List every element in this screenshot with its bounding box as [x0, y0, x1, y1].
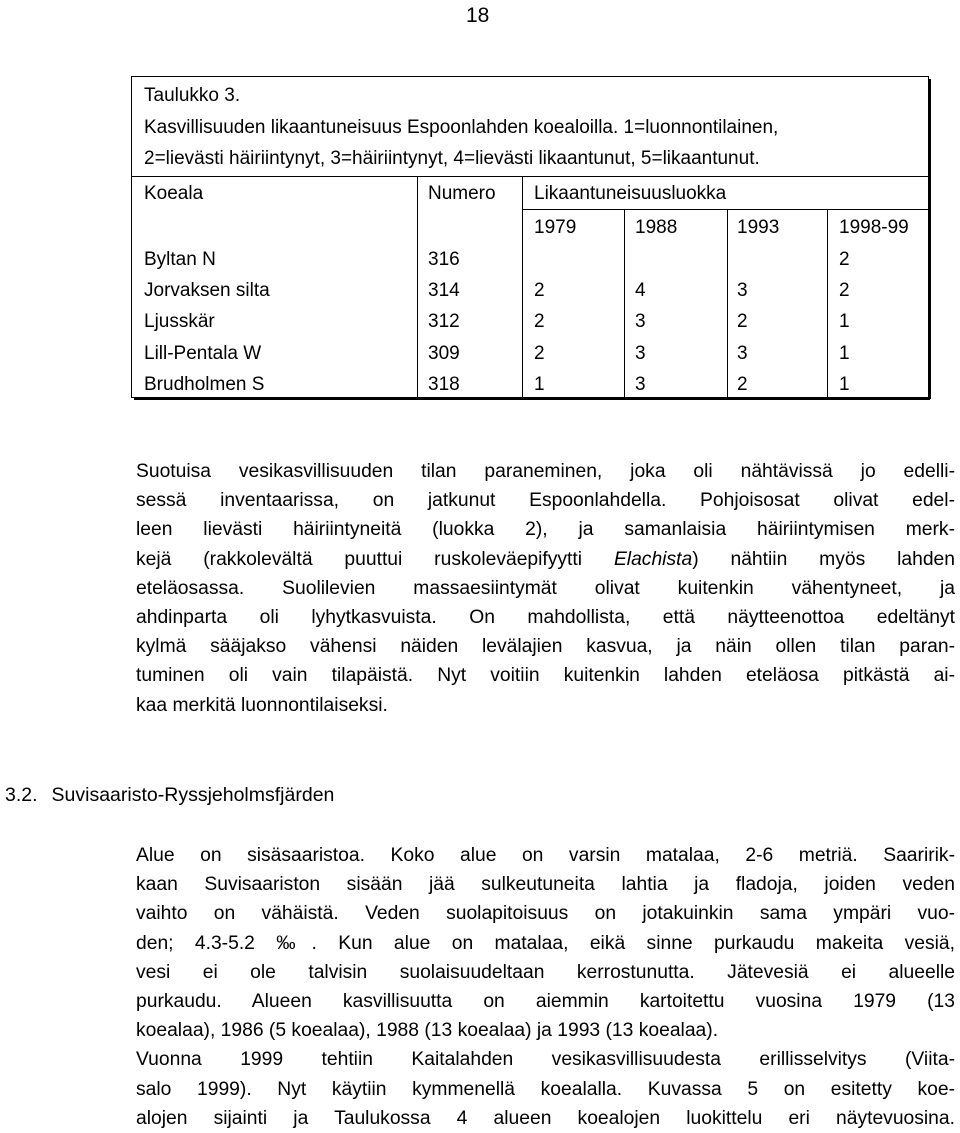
row-number: 309 — [428, 343, 460, 364]
table-shadow-bottom — [134, 398, 930, 400]
text-line: tuminen oli vain tilapäistä. Nyt voitiin kuitenkin lahden eteläosa pitkästä ai- — [136, 665, 955, 687]
table-caption-title: Taulukko 3. — [144, 85, 241, 106]
row-value: 2 — [737, 311, 748, 332]
table-header-rule — [132, 176, 928, 177]
table-column-divider — [624, 209, 625, 397]
row-value: 3 — [737, 280, 748, 301]
row-value: 1 — [839, 374, 850, 395]
text-line: alojen sijainti ja Taulukossa 4 alueen koealojen luokittelu eri näytevuosina. — [136, 1107, 955, 1129]
row-value: 3 — [635, 374, 646, 395]
row-value: 3 — [635, 343, 646, 364]
header-year: 1993 — [737, 217, 780, 238]
pollution-class-table — [131, 76, 929, 398]
row-site: Brudholmen S — [144, 374, 265, 395]
page-number: 18 — [466, 4, 490, 27]
paragraph-suvisaaristo — [136, 841, 955, 1133]
table-shadow-right — [929, 79, 931, 399]
table-subheader-rule — [522, 209, 928, 210]
header-year: 1988 — [635, 217, 678, 238]
text-line: leen lievästi häiriintyneitä (luokka 2), ja samanlaisia häiriintymisen merk- — [136, 519, 955, 541]
text-line: kylmä sääjakso vähensi näiden levälajien kasvua, ja näin ollen tilan paran- — [136, 636, 955, 658]
text-segment: ) nähtiin myös lahden — [692, 548, 955, 570]
row-site: Jorvaksen silta — [144, 280, 270, 301]
text-line: kaan Suvisaariston sisään jää sulkeutuneita lahtia ja fladoja, joiden veden — [136, 874, 955, 896]
row-number: 312 — [428, 311, 460, 332]
table-caption-line: Kasvillisuuden likaantuneisuus Espoonlahden koealoilla. 1=luonnontilainen, — [144, 117, 779, 138]
table-column-divider — [727, 209, 728, 397]
row-number: 314 — [428, 280, 460, 301]
row-number: 316 — [428, 249, 460, 270]
text-line: koealaa), 1986 (5 koealaa), 1988 (13 koealaa) ja 1993 (13 koealaa). — [136, 1020, 719, 1042]
row-value: 2 — [534, 343, 545, 364]
text-line: purkaudu. Alueen kasvillisuutta on aiemmin kartoitettu vuosina 1979 (13 — [136, 991, 955, 1013]
row-value: 1 — [839, 343, 850, 364]
row-value: 4 — [635, 280, 646, 301]
row-value: 1 — [839, 311, 850, 332]
text-line — [136, 545, 955, 574]
row-value: 3 — [737, 343, 748, 364]
text-line: Suotuisa vesikasvillisuuden tilan paraneminen, joka oli nähtävissä jo edelli- — [136, 461, 955, 482]
table-caption-line: 2=lievästi häiriintynyt, 3=häiriintynyt, 4=lievästi likaantunut, 5=likaantunut. — [144, 148, 760, 169]
row-value: 3 — [635, 311, 646, 332]
text-line: ahdinparta oli lyhytkasvuista. On mahdollista, että näytteenottoa edeltänyt — [136, 607, 955, 629]
row-site: Lill-Pentala W — [144, 343, 262, 364]
row-value: 2 — [839, 249, 850, 270]
text-line: Vuonna 1999 tehtiin Kaitalahden vesikasvillisuudesta erillisselvitys (Viita- — [136, 1049, 955, 1071]
row-site: Byltan N — [144, 249, 216, 270]
species-name-elachista: Elachista — [613, 548, 693, 570]
table-column-divider — [522, 176, 523, 397]
table-column-divider — [827, 209, 828, 397]
row-value: 2 — [534, 311, 545, 332]
row-value: 2 — [839, 280, 850, 301]
header-pollution-class: Likaantuneisuusluokka — [534, 183, 727, 204]
text-line: salo 1999). Nyt käytiin kymmenellä koealalla. Kuvassa 5 on esitetty koe- — [136, 1078, 955, 1100]
text-line: Alue on sisäsaaristoa. Koko alue on varsin matalaa, 2-6 metriä. Saaririk- — [136, 845, 955, 866]
text-line: eteläosassa. Suolilevien massaesiintymät olivat kuitenkin vähentyneet, ja — [136, 577, 955, 599]
paragraph-espoonlahti — [136, 457, 955, 720]
text-line: kaa merkitä luonnontilaiseksi. — [136, 694, 388, 716]
header-year: 1979 — [534, 217, 577, 238]
section-number: 3.2. — [5, 784, 38, 806]
text-line: vaihto on vähäistä. Veden suolapitoisuus on jotakuinkin sama ympäri vuo- — [136, 903, 955, 925]
header-year: 1998-99 — [839, 217, 909, 238]
header-site: Koeala — [144, 183, 204, 204]
text-line: vesi ei ole talvisin suolaisuudeltaan kerrostunutta. Jätevesiä ei alueelle — [136, 961, 955, 983]
header-number: Numero — [428, 183, 496, 204]
section-title: Suvisaaristo-Ryssjeholmsfjärden — [51, 784, 335, 806]
section-heading — [5, 784, 334, 807]
row-value: 2 — [534, 280, 545, 301]
text-line: den; 4.3-5.2 ‰. Kun alue on matalaa, eikä sinne purkaudu makeita vesiä, — [136, 932, 955, 954]
table-column-divider — [417, 176, 418, 397]
row-value: 2 — [737, 374, 748, 395]
row-site: Ljusskär — [144, 311, 215, 332]
row-number: 318 — [428, 374, 460, 395]
text-segment: kejä (rakkolevältä puuttui ruskoleväepifyytti — [136, 548, 614, 570]
row-value: 1 — [534, 374, 545, 395]
text-line: sessä inventaarissa, on jatkunut Espoonlahdella. Pohjoisosat olivat edel- — [136, 490, 955, 512]
